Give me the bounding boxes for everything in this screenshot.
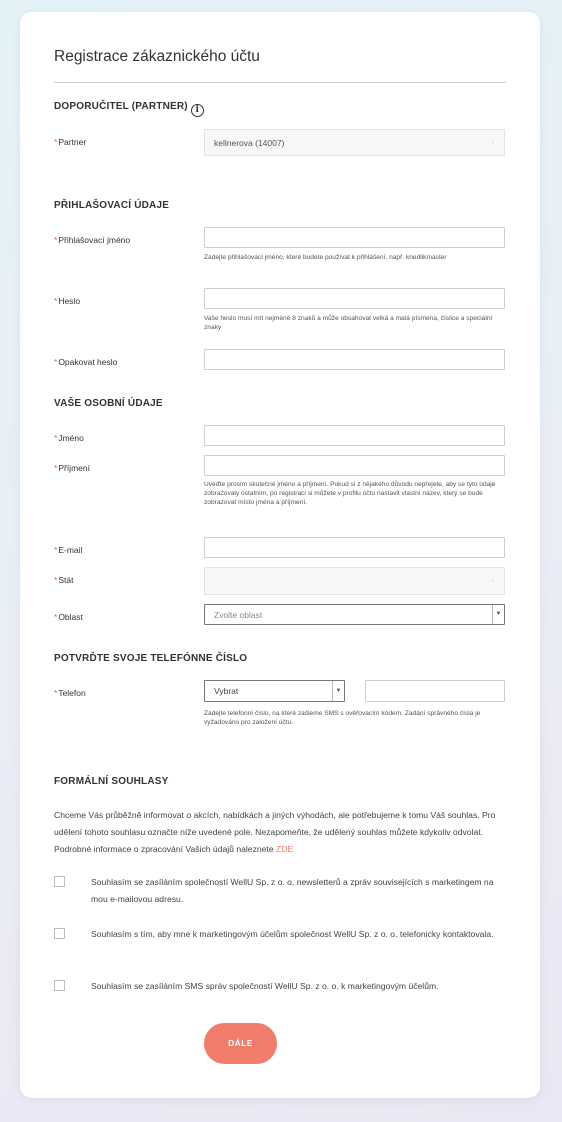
last-name-input[interactable] bbox=[204, 455, 505, 476]
password-help: Vaše heslo musí mít nejméně 8 znaků a může obsahovat velká a malá písmena, číslice a speciální znaky bbox=[204, 315, 493, 331]
consents-intro bbox=[54, 807, 514, 858]
country-select[interactable] bbox=[204, 567, 505, 595]
section-partner-heading bbox=[54, 101, 204, 117]
required-mark: * bbox=[54, 296, 58, 306]
chevron-down-icon: - bbox=[491, 578, 494, 585]
phone-prefix-select[interactable] bbox=[204, 680, 345, 702]
first-name-label bbox=[54, 433, 84, 443]
region-select[interactable] bbox=[204, 604, 505, 625]
privacy-link[interactable]: ZDE bbox=[276, 844, 294, 854]
required-mark: * bbox=[54, 463, 58, 473]
required-mark: * bbox=[54, 235, 58, 245]
required-mark: * bbox=[54, 433, 58, 443]
info-icon[interactable]: i bbox=[191, 104, 204, 117]
partner-label bbox=[54, 137, 86, 147]
section-login-title: PŘIHLAŠOVACÍ ÚDAJE bbox=[54, 200, 170, 211]
email-label-text: E-mail bbox=[58, 545, 83, 555]
chevron-down-icon[interactable]: ▼ bbox=[332, 681, 344, 701]
password-repeat-input[interactable] bbox=[204, 349, 505, 370]
next-button[interactable]: DÁLE bbox=[204, 1023, 277, 1064]
phone-number-input[interactable] bbox=[365, 680, 505, 702]
consent-sms bbox=[54, 978, 506, 996]
region-label-text: Oblast bbox=[58, 612, 83, 622]
partner-value: kellnerova (14007) bbox=[214, 138, 285, 148]
username-input[interactable] bbox=[204, 227, 505, 248]
section-personal-title: VAŠE OSOBNÍ ÚDAJE bbox=[54, 398, 163, 409]
phone-help: Zadejte telefonní číslo, na které zašleme SMS s ověřovacím kódem. Zadání správného čísla je vyžadováno pro založení účtu. bbox=[204, 710, 481, 726]
consent-newsletter-text: Souhlasím se zasíláním společností WellU Sp. z o. o. newsletterů a zpráv souvisejících s marketingem na mou e-mailovou adresu. bbox=[91, 877, 494, 904]
last-name-label bbox=[54, 463, 90, 473]
title-divider bbox=[54, 82, 506, 83]
password-label-text: Heslo bbox=[58, 296, 81, 306]
required-mark: * bbox=[54, 137, 58, 147]
consent-phone-checkbox[interactable] bbox=[54, 928, 65, 939]
username-label bbox=[54, 235, 130, 245]
region-label bbox=[54, 612, 83, 622]
page-title: Registrace zákaznického účtu bbox=[54, 48, 260, 65]
last-name-help: Uveďte prosím skutečné jméno a příjmení. Pokud si z nějakého důvodu nepřejete, aby se tyto údaje zobrazovaly ostatním, po registraci si můžete v profilu účtu nastavit vlastní název, který se bude zobrazovat místo jména a příjmení. bbox=[204, 481, 496, 506]
country-label bbox=[54, 575, 73, 585]
required-mark: * bbox=[54, 575, 58, 585]
chevron-down-icon[interactable]: ▼ bbox=[492, 605, 504, 624]
consent-newsletter bbox=[54, 874, 506, 908]
username-help: Zadejte přihlašovací jméno, které budete používat k přihlášení, např. knedlikmaster bbox=[204, 254, 447, 261]
consent-newsletter-checkbox[interactable] bbox=[54, 876, 65, 887]
first-name-label-text: Jméno bbox=[58, 433, 84, 443]
consent-sms-text: Souhlasím se zasíláním SMS správ společností WellU Sp. z o. o. k marketingovým účelům. bbox=[91, 981, 439, 991]
chevron-down-icon: - bbox=[491, 140, 494, 147]
registration-card bbox=[20, 12, 540, 1098]
partner-select[interactable] bbox=[204, 129, 505, 156]
password-label bbox=[54, 296, 80, 306]
consents-intro-text: Chceme Vás průběžně informovat o akcích, nabídkách a jiných výhodách, ale potřebujeme k tomu Váš souhlas. Pro udělení tohoto souhlasu označte níže uvedené pole. Nezapomeňte, že udělený souhlas můžete kdykoliv odvolat. Podrobné informace o zpracování Vašich údajů naleznete bbox=[54, 810, 496, 854]
username-label-text: Přihlašovací jméno bbox=[58, 235, 131, 245]
phone-label-text: Telefon bbox=[58, 688, 86, 698]
consent-phone-text: Souhlasím s tím, aby mne k marketingovým účelům společnost WellU Sp. z o. o. telefonicky kontaktovala. bbox=[91, 929, 494, 939]
partner-label-text: Partner bbox=[58, 137, 87, 147]
email-input[interactable] bbox=[204, 537, 505, 558]
password-repeat-label bbox=[54, 357, 117, 367]
required-mark: * bbox=[54, 688, 58, 698]
country-label-text: Stát bbox=[58, 575, 74, 585]
last-name-label-text: Příjmení bbox=[58, 463, 90, 473]
consent-sms-checkbox[interactable] bbox=[54, 980, 65, 991]
required-mark: * bbox=[54, 545, 58, 555]
section-partner-title: DOPORUČITEL (PARTNER) bbox=[54, 101, 188, 112]
section-consents-title: FORMÁLNÍ SOUHLASY bbox=[54, 776, 169, 787]
phone-label bbox=[54, 688, 86, 698]
password-input[interactable] bbox=[204, 288, 505, 309]
section-phone-title: POTVRĎTE SVOJE TELEFÓNNE ČÍSLO bbox=[54, 653, 248, 664]
required-mark: * bbox=[54, 612, 58, 622]
phone-prefix-value: Vybrat bbox=[214, 686, 239, 696]
consent-phone bbox=[54, 926, 506, 960]
required-mark: * bbox=[54, 357, 58, 367]
region-placeholder: Zvolte oblast bbox=[214, 610, 263, 620]
email-label bbox=[54, 545, 82, 555]
first-name-input[interactable] bbox=[204, 425, 505, 446]
password-repeat-label-text: Opakovat heslo bbox=[58, 357, 118, 367]
